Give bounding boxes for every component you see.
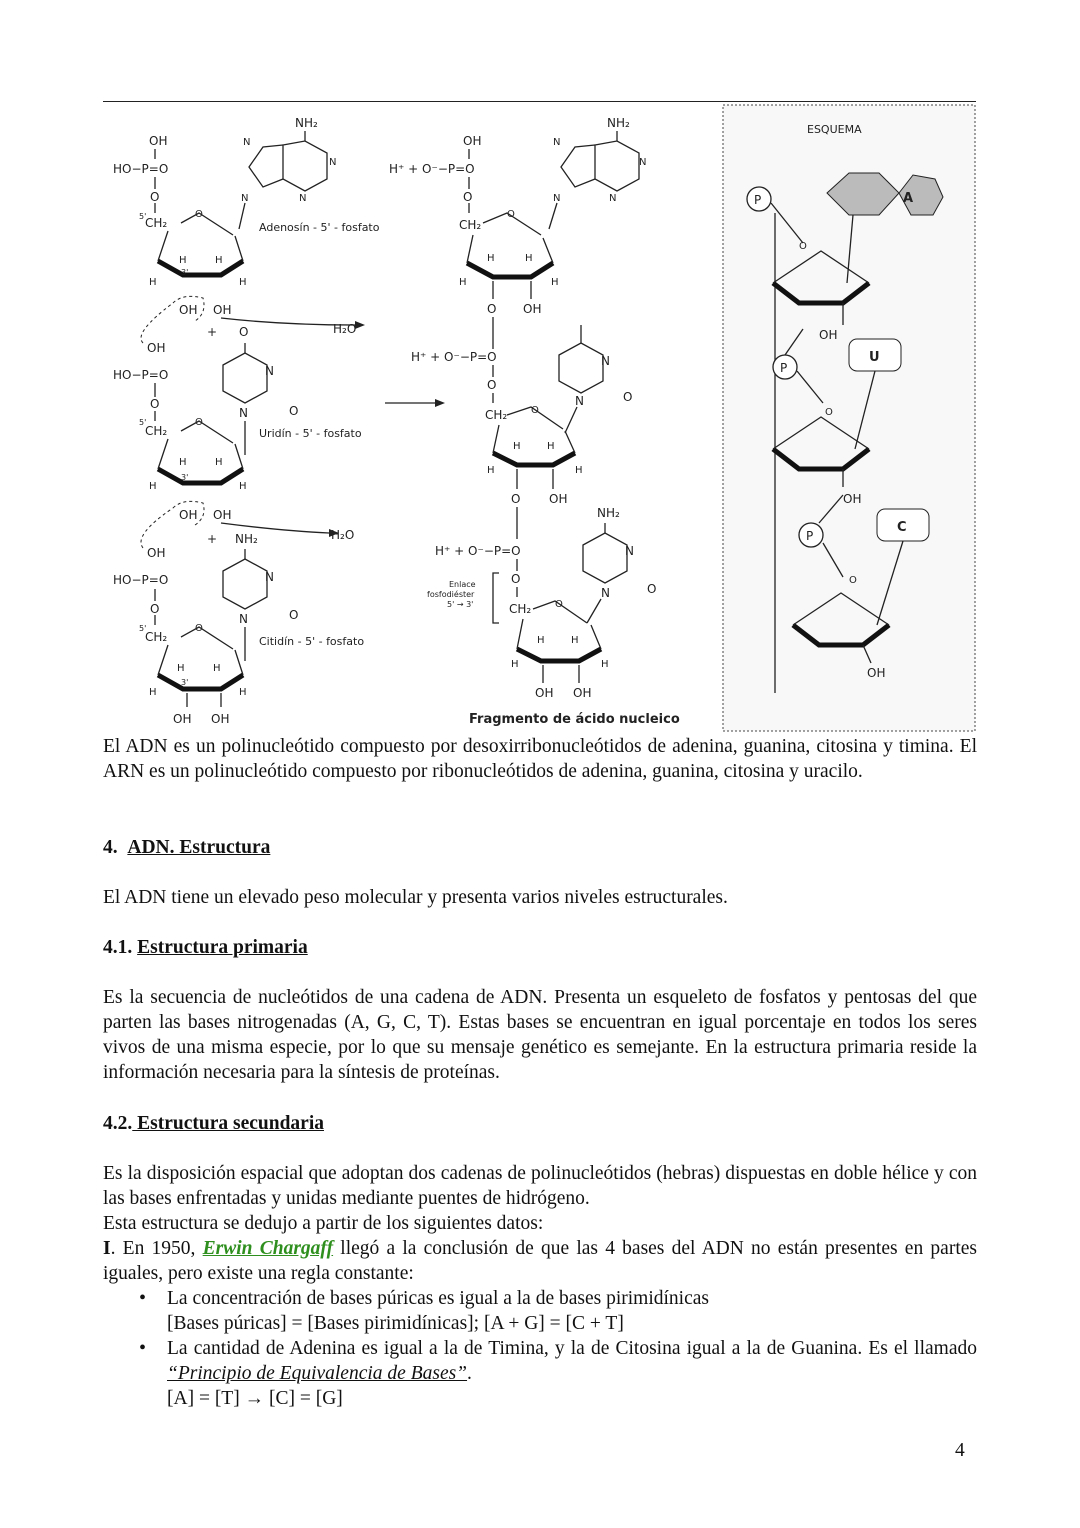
svg-text:H: H (179, 457, 187, 468)
section-4-heading: 4. ADN. Estructura (103, 837, 271, 858)
svg-text:O: O (511, 492, 521, 506)
oh-label: OH (149, 134, 168, 148)
svg-text:CH₂: CH₂ (145, 424, 168, 438)
svg-text:H: H (525, 253, 533, 264)
svg-text:N: N (575, 394, 584, 408)
svg-text:O: O (799, 241, 807, 252)
svg-text:H₂O: H₂O (331, 528, 355, 542)
ch2-label: CH₂ (145, 216, 168, 230)
svg-text:P: P (806, 529, 814, 543)
base-c: C (897, 520, 907, 535)
section-41-text: Es la secuencia de nucleótidos de una cadena de ADN. Presenta un esqueleto de fosfatos y pentosas del que parten las bases nitrogenadas (A, G, C, T). Estas bases se encuentran en igual porcentaje en todos los seres vivos de una misma especie, por lo que su mensaje genético es semejante. En la estructura primaria reside la información necesaria para la síntesis de proteínas. (103, 987, 977, 1083)
svg-text:+: + (207, 325, 218, 339)
svg-text:O: O (289, 608, 299, 622)
svg-text:OH: OH (819, 328, 838, 342)
svg-text:N: N (625, 544, 634, 558)
svg-text:NH₂: NH₂ (597, 506, 620, 520)
uridine-caption: Uridín - 5' - fosfato (259, 427, 362, 440)
svg-text:NH₂: NH₂ (235, 532, 258, 546)
svg-text:OH: OH (535, 686, 554, 700)
section-42-text: Es la disposición espacial que adoptan dos cadenas de polinucleótidos (hebras) dispuestas en doble hélice y con las bases enfrentadas y unidas mediante puentes de hidrógeno. Esta estructura se dedujo a partir de los siguientes datos: I. En 1950, Erwin Chargaff llegó a la conclusión de que las 4 bases del ADN no están presentes en partes iguales, pero existe una regla constante: • La concentración de bases púricas es igual a la de bases pirimidínicas [Bases púricas] = [Bases pirimidínicas]; [A + G] = [C + T] • La cantidad de Adenina es igual a la de Timina, y la de Citosina igual a la de Guanina. Es el llamado “Principio de Equivalencia de Bases”. [A] = [T] → [C] = [G] (103, 1161, 977, 1411)
svg-text:O: O (623, 390, 633, 404)
svg-text:O: O (555, 599, 563, 610)
svg-text:H: H (601, 659, 609, 670)
svg-text:H: H (239, 481, 247, 492)
bullet-1: • La concentración de bases púricas es igual a la de bases pirimidínicas [Bases púricas] = [Bases pirimidínicas]; [A + G] = [C + T] (103, 1286, 977, 1336)
svg-text:H: H (487, 465, 495, 476)
svg-text:O: O (849, 575, 857, 586)
svg-text:H: H (177, 663, 185, 674)
svg-text:3': 3' (181, 268, 189, 277)
svg-text:OH: OH (213, 303, 232, 317)
svg-text:OH: OH (573, 686, 592, 700)
left-nucleotides (113, 116, 380, 726)
fragment-caption: Fragmento de ácido nucleico (469, 712, 680, 727)
nucleotide-figure (103, 103, 976, 733)
svg-text:N: N (639, 157, 647, 168)
svg-text:H: H (215, 457, 223, 468)
svg-text:O: O (647, 582, 657, 596)
svg-text:H: H (487, 253, 495, 264)
svg-text:OH: OH (147, 546, 166, 560)
svg-text:O: O (825, 407, 833, 418)
page-number: 4 (955, 1440, 965, 1461)
svg-text:N: N (553, 193, 561, 204)
svg-text:N: N (265, 364, 274, 378)
svg-text:H: H (239, 277, 247, 288)
svg-text:N: N (239, 406, 248, 420)
svg-text:+: + (207, 532, 218, 546)
svg-text:3': 3' (181, 678, 189, 687)
svg-text:NH₂: NH₂ (607, 116, 630, 130)
svg-text:N: N (609, 193, 617, 204)
svg-text:H₂O: H₂O (333, 322, 357, 336)
bullet-2: • La cantidad de Adenina es igual a la de Timina, y la de Citosina igual a la de Guanina. Es el llamado “Principio de Equivalencia de Bases”. [A] = [T] → [C] = [G] (103, 1336, 977, 1411)
intro-paragraph: El ADN es un polinucleótido compuesto por desoxirribonucleótidos de adenina, guanina, citosina y timina. El ARN es un polinucleótido compuesto por ribonucleótidos de adenina, guanina, citosina y uracilo. (103, 736, 977, 782)
base-a: A (903, 191, 914, 206)
nucleic-acid-fragment (389, 116, 680, 727)
svg-text:H: H (149, 277, 157, 288)
svg-text:N: N (243, 137, 251, 148)
top-rule (103, 101, 976, 102)
adenosine-caption: Adenosín - 5' - fosfato (259, 221, 380, 234)
svg-text:OH: OH (179, 303, 198, 317)
phosphate-label: HO−P=O (113, 162, 169, 176)
svg-text:5': 5' (139, 212, 147, 221)
svg-text:HO−P=O: HO−P=O (113, 573, 169, 587)
svg-text:O: O (150, 397, 160, 411)
svg-text:5': 5' (139, 624, 147, 633)
chargaff-link[interactable]: Erwin Chargaff (202, 1238, 334, 1259)
svg-text:H: H (551, 277, 559, 288)
svg-text:OH: OH (549, 492, 568, 506)
svg-text:O: O (507, 209, 515, 220)
svg-text:O: O (150, 190, 160, 204)
svg-text:P: P (780, 361, 788, 375)
section-41-heading: 4.1. Estructura primaria (103, 937, 308, 958)
svg-text:3': 3' (181, 473, 189, 482)
base-u: U (869, 350, 880, 365)
svg-text:H: H (537, 635, 545, 646)
svg-text:O: O (531, 405, 539, 416)
svg-text:N: N (265, 570, 274, 584)
svg-text:OH: OH (147, 341, 166, 355)
svg-text:N: N (241, 193, 249, 204)
svg-text:N: N (329, 157, 337, 168)
svg-text:H⁺ + O⁻−P=O: H⁺ + O⁻−P=O (411, 350, 497, 364)
svg-text:H⁺ + O⁻−P=O: H⁺ + O⁻−P=O (435, 544, 521, 558)
bond-label: Enlace (449, 580, 476, 589)
svg-text:H: H (459, 277, 467, 288)
svg-text:OH: OH (867, 666, 886, 680)
svg-text:5' → 3': 5' → 3' (447, 600, 474, 609)
svg-text:HO−P=O: HO−P=O (113, 368, 169, 382)
section-4-text: El ADN tiene un elevado peso molecular y presenta varios niveles estructurales. (103, 887, 728, 908)
svg-text:CH₂: CH₂ (459, 218, 482, 232)
svg-text:N: N (601, 354, 610, 368)
svg-text:OH: OH (463, 134, 482, 148)
svg-text:H: H (575, 465, 583, 476)
svg-text:CH₂: CH₂ (145, 630, 168, 644)
svg-text:N: N (601, 586, 610, 600)
svg-text:O: O (195, 209, 203, 220)
svg-text:O: O (195, 417, 203, 428)
svg-text:O: O (511, 572, 521, 586)
svg-text:H: H (215, 255, 223, 266)
svg-text:O: O (487, 378, 497, 392)
svg-text:O: O (195, 623, 203, 634)
svg-text:OH: OH (843, 492, 862, 506)
svg-text:O: O (289, 404, 299, 418)
svg-text:O: O (150, 602, 160, 616)
svg-text:H: H (547, 441, 555, 452)
svg-text:O: O (463, 190, 473, 204)
svg-text:H: H (179, 255, 187, 266)
cytidine-caption: Citidín - 5' - fosfato (259, 635, 365, 648)
svg-text:N: N (239, 612, 248, 626)
svg-text:H: H (149, 481, 157, 492)
svg-text:OH: OH (523, 302, 542, 316)
svg-text:N: N (299, 193, 307, 204)
svg-text:5': 5' (139, 418, 147, 427)
svg-text:N: N (553, 137, 561, 148)
svg-text:OH: OH (173, 712, 192, 726)
svg-text:H: H (149, 687, 157, 698)
svg-text:CH₂: CH₂ (509, 602, 532, 616)
svg-text:fosfodiéster: fosfodiéster (427, 590, 475, 599)
svg-text:NH₂: NH₂ (295, 116, 318, 130)
svg-text:CH₂: CH₂ (485, 408, 508, 422)
scheme-title: ESQUEMA (807, 123, 862, 136)
svg-text:H: H (239, 687, 247, 698)
section-42-heading: 4.2. Estructura secundaria (103, 1113, 324, 1134)
scheme-panel (723, 105, 975, 731)
svg-text:O: O (487, 302, 497, 316)
svg-text:H: H (213, 663, 221, 674)
svg-text:H: H (513, 441, 521, 452)
svg-text:OH: OH (179, 508, 198, 522)
svg-text:P: P (754, 193, 762, 207)
svg-text:OH: OH (213, 508, 232, 522)
svg-text:O: O (239, 325, 249, 339)
svg-text:OH: OH (211, 712, 230, 726)
svg-text:H⁺ + O⁻−P=O: H⁺ + O⁻−P=O (389, 162, 475, 176)
svg-text:H: H (571, 635, 579, 646)
svg-text:H: H (511, 659, 519, 670)
